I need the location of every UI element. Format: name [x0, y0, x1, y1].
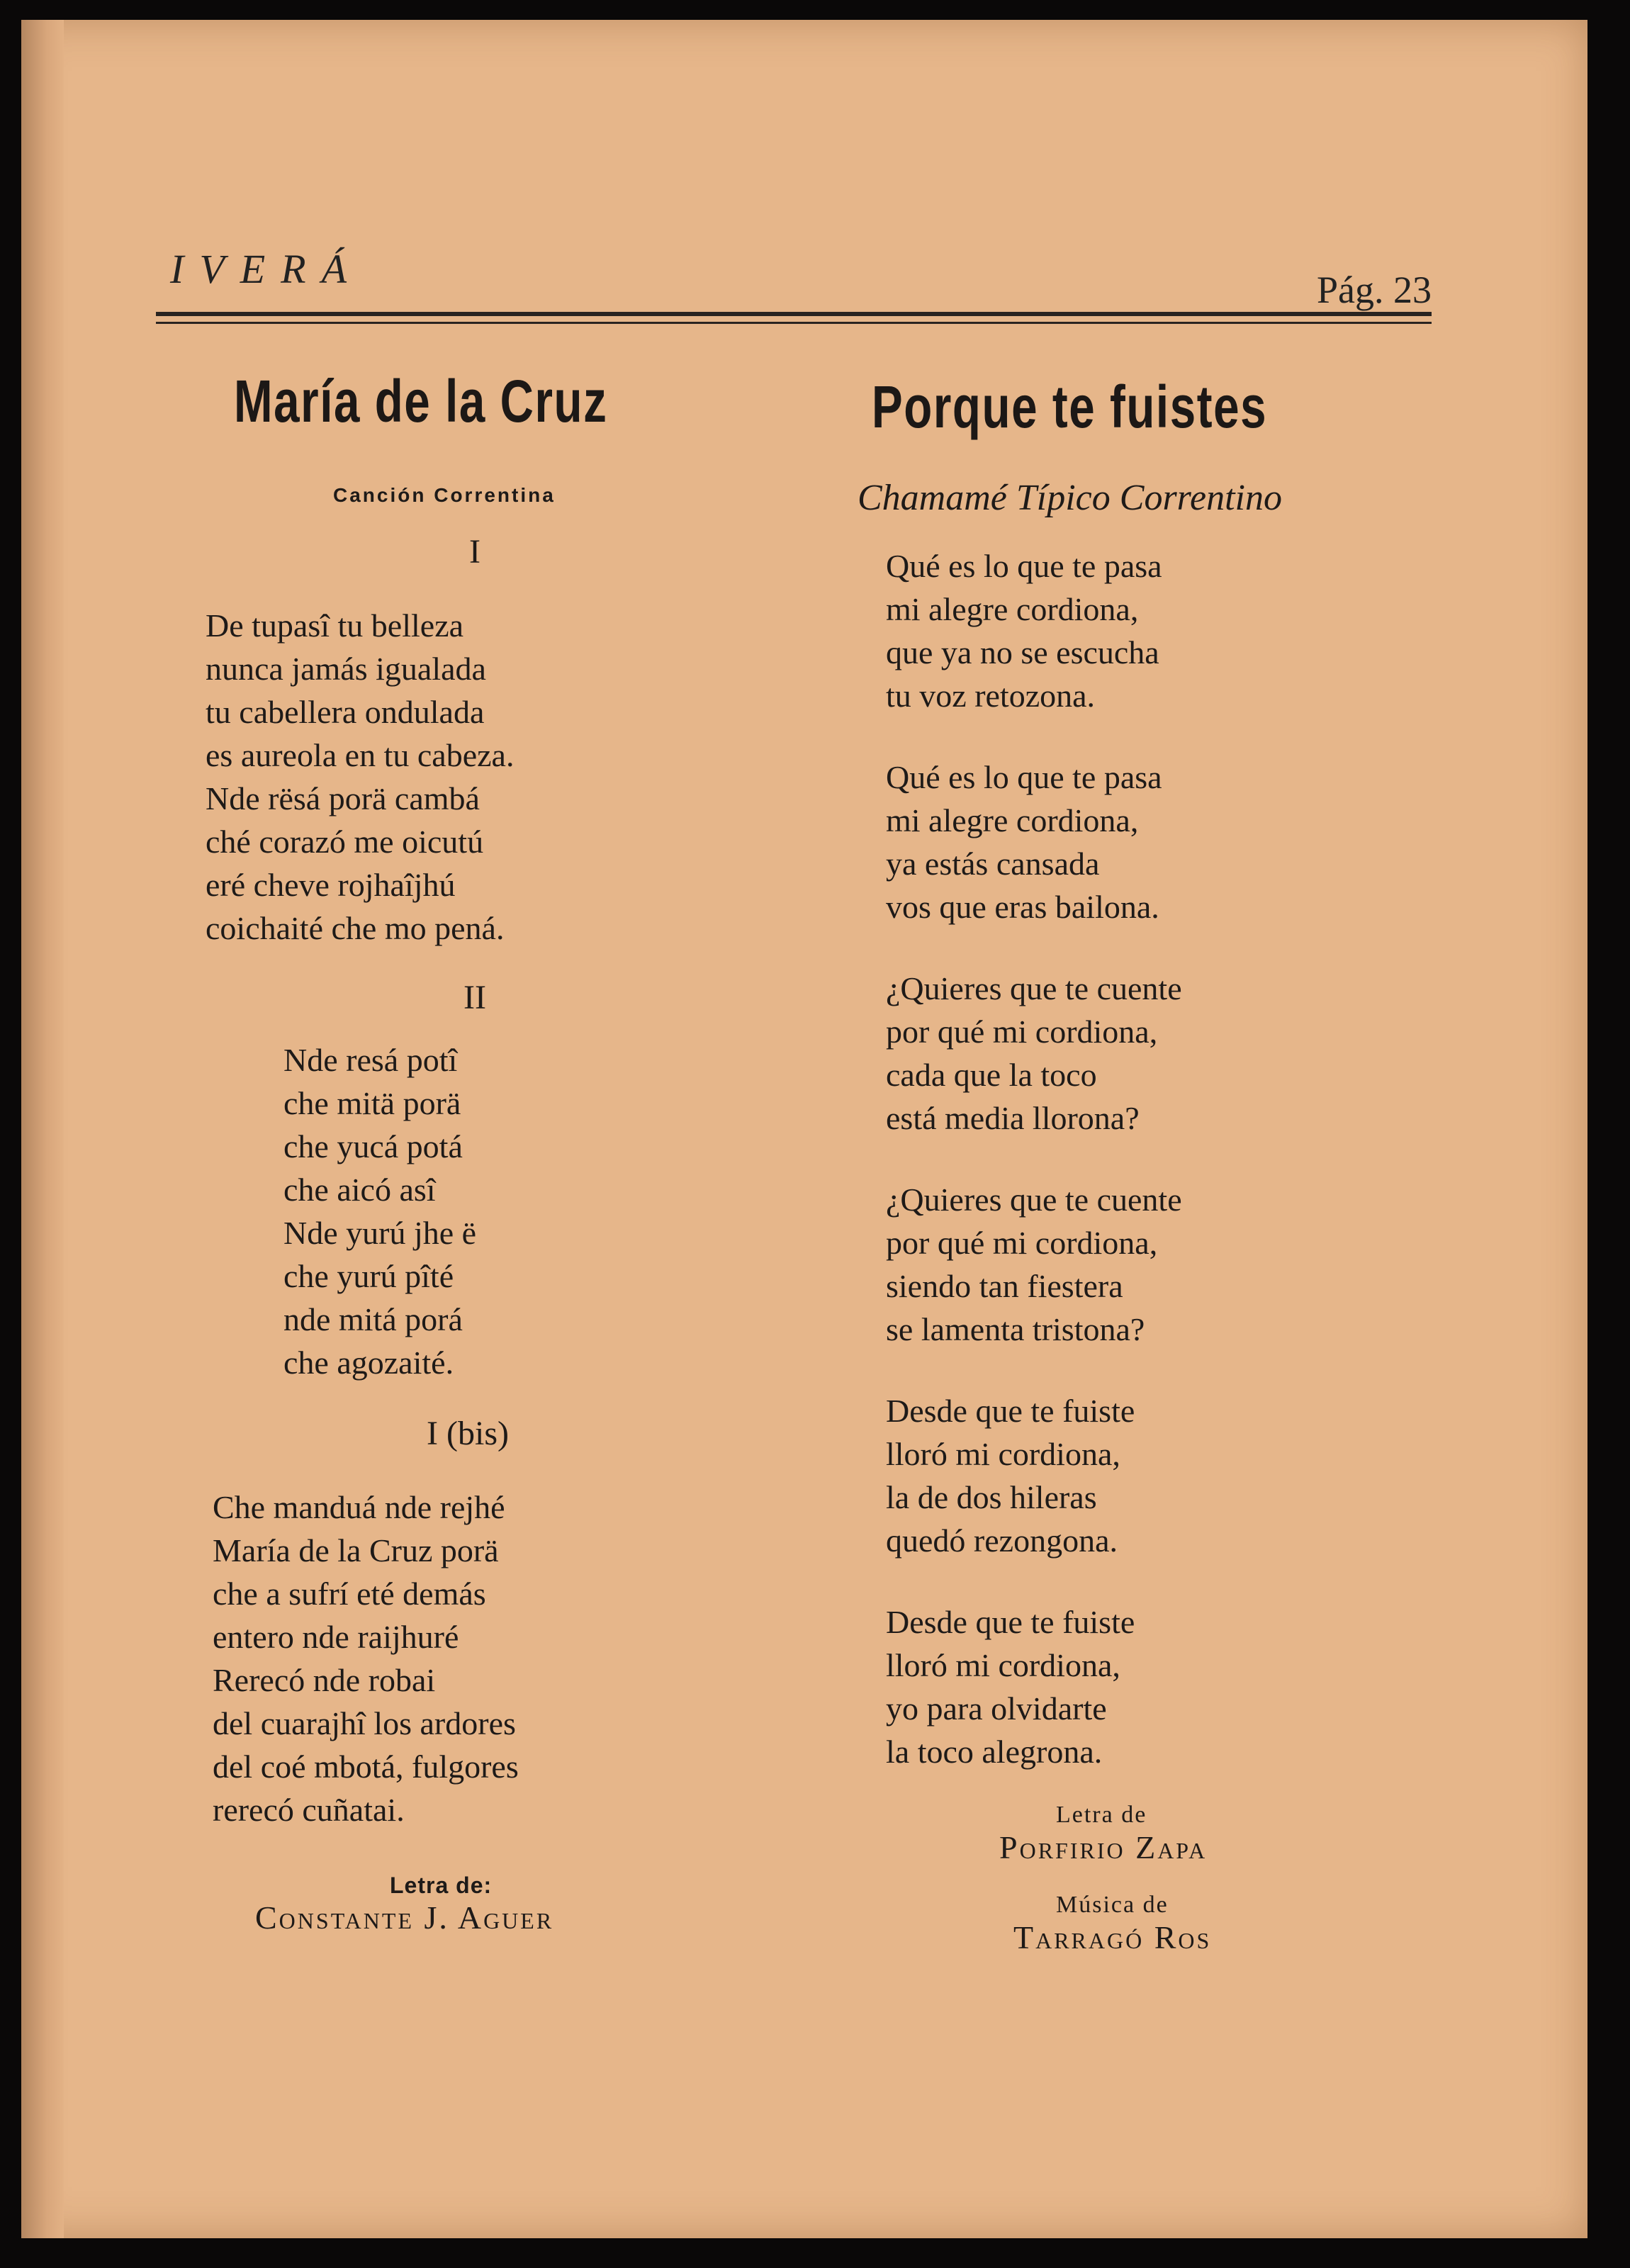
verse-line: lloró mi cordiona, — [886, 1647, 1120, 1683]
verse-line: De tupasî tu belleza — [206, 607, 464, 644]
verse-line: ché corazó me oicutú — [206, 824, 484, 860]
stanza — [886, 1600, 1481, 1773]
verse-line: del cuarajhî los ardores — [213, 1705, 516, 1741]
verse-line: rerecó cuñatai. — [213, 1792, 405, 1828]
song-subtitle: Canción Correntina — [333, 484, 556, 506]
stanza — [213, 1486, 794, 1831]
header-rule — [156, 312, 1432, 316]
verse-line: cada que la toco — [886, 1057, 1097, 1093]
verse-line: tu cabellera ondulada — [206, 694, 485, 730]
stanza — [886, 1389, 1481, 1562]
verse-line: tu voz retozona. — [886, 678, 1096, 714]
song-title: María de la Cruz — [234, 368, 608, 434]
verse-line: mi alegre cordiona, — [886, 802, 1139, 838]
stanza — [886, 967, 1481, 1140]
magazine-title: IVERÁ — [170, 246, 363, 292]
verse-line: nunca jamás igualada — [206, 651, 486, 687]
music-credit-label: Música de — [1056, 1892, 1169, 1918]
header-rule-thin — [156, 322, 1432, 324]
verse-line: es aureola en tu cabeza. — [206, 737, 515, 773]
stanza-numeral: I — [469, 533, 480, 571]
stanza-numeral: I (bis) — [427, 1415, 509, 1452]
verse-line: che yurú pîté — [283, 1258, 454, 1294]
stanza — [886, 756, 1481, 928]
credit-name: Constante J. Aguer — [255, 1899, 554, 1936]
page-binding — [21, 20, 64, 2238]
page-number: Pág. 23 — [1317, 269, 1432, 311]
verse-line: se lamenta tristona? — [886, 1311, 1145, 1347]
stanza — [206, 604, 794, 950]
verse-line: Rerecó nde robai — [213, 1662, 436, 1698]
stanza — [886, 1178, 1481, 1351]
verse-line: Qué es lo que te pasa — [886, 759, 1162, 795]
verse-line: ya estás cansada — [886, 846, 1100, 882]
verse-line: del coé mbotá, fulgores — [213, 1748, 519, 1785]
verse-line: yo para olvidarte — [886, 1690, 1107, 1727]
credit-label: Letra de: — [390, 1873, 493, 1898]
verse-line: mi alegre cordiona, — [886, 591, 1139, 627]
verse-line: Desde que te fuiste — [886, 1604, 1135, 1640]
page — [21, 20, 1587, 2238]
verse-line: por qué mi cordiona, — [886, 1225, 1158, 1261]
verse-line: Desde que te fuiste — [886, 1393, 1135, 1429]
verse-line: Nde rësá porä cambá — [206, 780, 480, 816]
lyrics-credit-name: Porfirio Zapa — [999, 1829, 1208, 1865]
stanza-numeral: II — [463, 979, 486, 1016]
verse-line: siendo tan fiestera — [886, 1268, 1123, 1304]
verse-line: nde mitá porá — [283, 1301, 463, 1337]
verse-line: la toco alegrona. — [886, 1734, 1103, 1770]
music-credit-name: Tarragó Ros — [1013, 1919, 1212, 1955]
verse-line: eré cheve rojhaîjhú — [206, 867, 456, 903]
verse-line: entero nde raijhuré — [213, 1619, 459, 1655]
stanza — [886, 544, 1481, 717]
verse-line: che yucá potá — [283, 1128, 463, 1164]
verse-line: che agozaité. — [283, 1344, 454, 1381]
verse-line: che aicó asî — [283, 1172, 436, 1208]
song-subtitle: Chamamé Típico Correntino — [858, 478, 1282, 518]
verse-line: Nde resá potî — [283, 1042, 458, 1078]
right-song — [858, 353, 1481, 1956]
verse-line: vos que eras bailona. — [886, 889, 1159, 925]
verse-line: quedó rezongona. — [886, 1522, 1118, 1559]
verse-line: por qué mi cordiona, — [886, 1014, 1158, 1050]
stanza — [283, 1038, 794, 1384]
verse-line: ¿Quieres que te cuente — [886, 1181, 1182, 1218]
verse-line: María de la Cruz porä — [213, 1532, 499, 1568]
verse-line: Nde yurú jhe ë — [283, 1215, 477, 1251]
verse-line: ¿Quieres que te cuente — [886, 970, 1182, 1006]
verse-line: la de dos hileras — [886, 1479, 1097, 1515]
verse-line: está media llorona? — [886, 1100, 1140, 1136]
verse-line: Che manduá nde rejhé — [213, 1489, 505, 1525]
verse-line: che a sufrí eté demás — [213, 1576, 486, 1612]
song-title: Porque te fuistes — [872, 374, 1268, 440]
left-song — [184, 353, 794, 1936]
verse-line: coichaité che mo pená. — [206, 910, 505, 946]
verse-line: que ya no se escucha — [886, 634, 1159, 670]
verse-line: lloró mi cordiona, — [886, 1436, 1120, 1472]
lyrics-credit-label: Letra de — [1056, 1802, 1147, 1828]
verse-line: che mitä porä — [283, 1085, 461, 1121]
verse-line: Qué es lo que te pasa — [886, 548, 1162, 584]
